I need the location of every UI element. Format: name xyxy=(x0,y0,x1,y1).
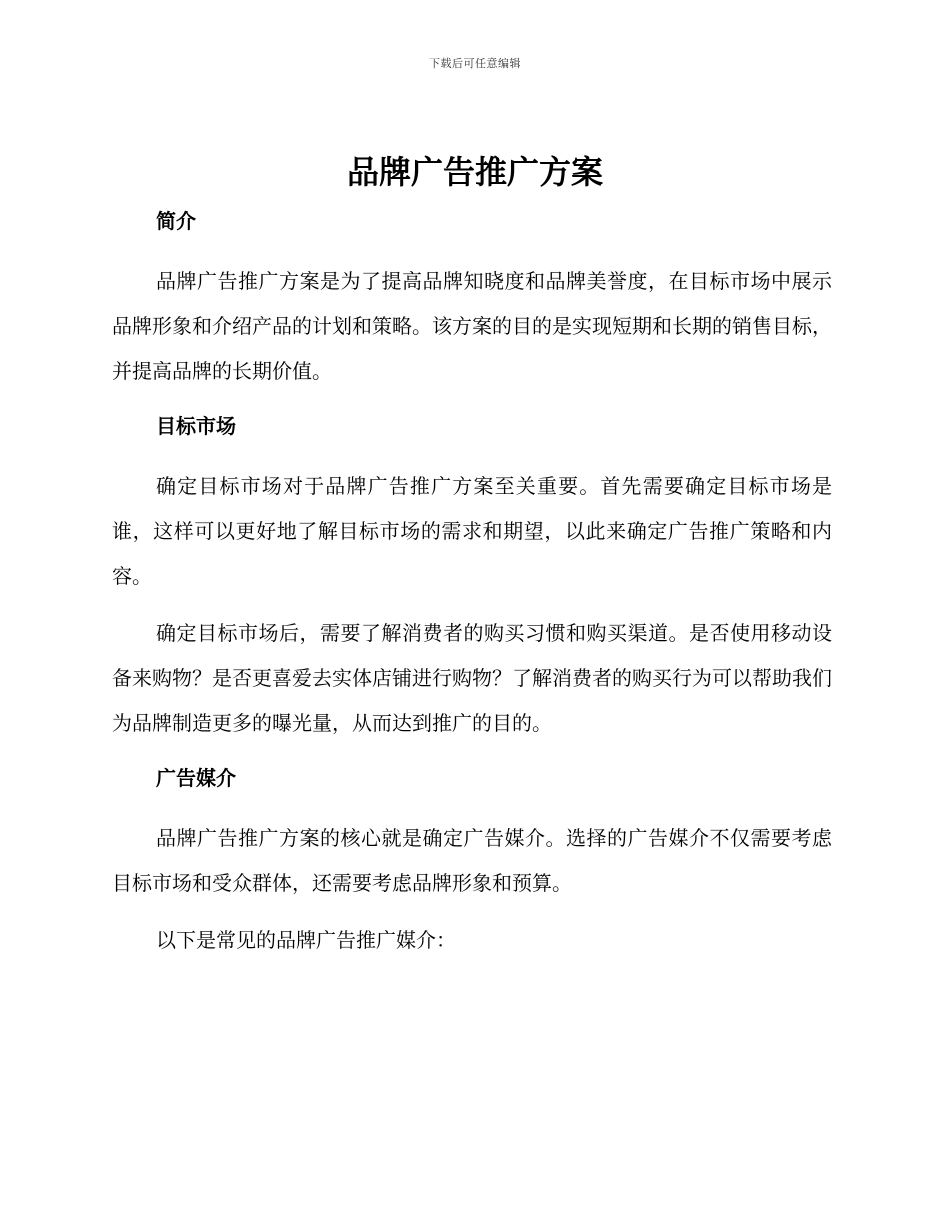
paragraph-intro: 品牌广告推广方案是为了提高品牌知晓度和品牌美誉度，在目标市场中展示品牌形象和介绍产品的计划和策略。该方案的目的是实现短期和长期的销售目标，并提高品牌的长期价值。 xyxy=(112,269,832,383)
paragraph-ad-media-2: 以下是常见的品牌广告推广媒介： xyxy=(156,928,456,952)
section-heading-intro: 简介 xyxy=(156,209,196,233)
header-note: 下载后可任意编辑 xyxy=(429,57,521,70)
section-heading-target-market: 目标市场 xyxy=(156,414,236,438)
document-title: 品牌广告推广方案 xyxy=(346,153,603,191)
document-body xyxy=(112,203,832,963)
paragraph-ad-media-1: 品牌广告推广方案的核心就是确定广告媒介。选择的广告媒介不仅需要考虑目标市场和受众群体，还需要考虑品牌形象和预算。 xyxy=(112,826,832,895)
paragraph-target-market-1: 确定目标市场对于品牌广告推广方案至关重要。首先需要确定目标市场是谁，这样可以更好地了解目标市场的需求和期望，以此来确定广告推广策略和内容。 xyxy=(112,474,832,588)
paragraph-target-market-2: 确定目标市场后，需要了解消费者的购买习惯和购买渠道。是否使用移动设备来购物？是否更喜爱去实体店铺进行购物？了解消费者的购买行为可以帮助我们为品牌制造更多的曝光量，从而达到推广的目的。 xyxy=(112,621,832,735)
section-heading-ad-media: 广告媒介 xyxy=(156,766,236,790)
